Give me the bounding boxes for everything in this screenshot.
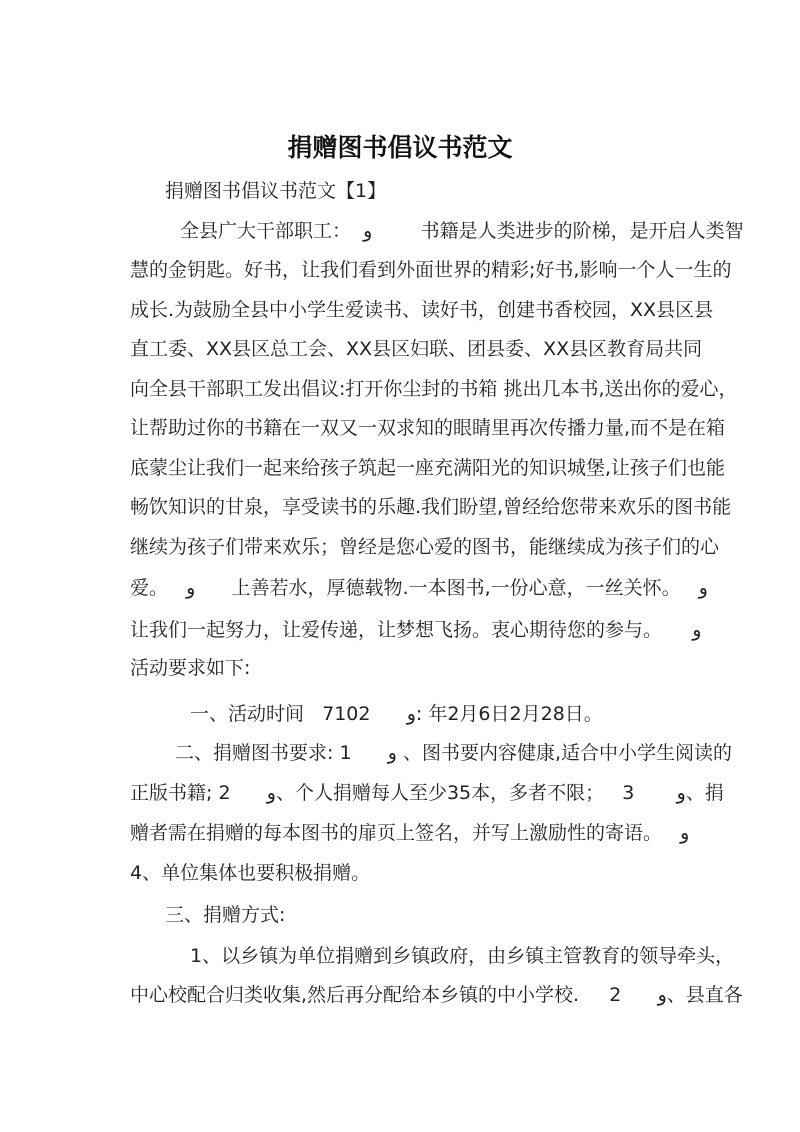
- paragraph-line: 正版书籍; و 2、个人捐赠每人至少35本，多者不限； و 3、捐: [130, 782, 724, 804]
- paragraph-line: 底蒙尘让我们一起来给孩子筑起一座充满阳光的知识城堡,让孩子们也能: [130, 457, 726, 479]
- document-title: 捐赠图书倡议书范文: [287, 133, 513, 162]
- paragraph-line: 中心校配合归类收集,然后再分配给本乡镇的中小学校. و 2、县直各: [130, 984, 743, 1006]
- paragraph-line: 赠者需在捐赠的每本图书的扉页上签名，并写上激励性的寄语。 و: [130, 822, 690, 844]
- paragraph-line: 成长.为鼓励全县中小学生爱读书、读好书，创建书香校园，XX县区县: [130, 299, 714, 321]
- list-item: 二、捐赠图书要求: و 1 、图书要内容健康,适合中小学生阅读的: [175, 742, 733, 764]
- paragraph-line: 1、以乡镇为单位捐赠到乡镇政府，由乡镇主管教育的领导牵头，: [190, 945, 735, 967]
- paragraph-line: 畅饮知识的甘泉，享受读书的乐趣.我们盼望,曾经给您带来欢乐的图书能: [130, 496, 732, 518]
- paragraph-line: 让我们一起努力，让爱传递，让梦想飞扬。衷心期待您的参与。 و: [130, 619, 702, 641]
- section-heading-1: 捐赠图书倡议书范文【1】: [165, 180, 387, 202]
- paragraph-line: 直工委、XX县区总工会、XX县区妇联、团县委、XX县区教育局共同: [130, 338, 703, 360]
- paragraph-line: 活动要求如下:: [130, 657, 251, 679]
- paragraph-line: 向全县干部职工发出倡议:打开你尘封的书箱 挑出几本书,送出你的爱心，: [130, 378, 738, 400]
- paragraph-line: 4、单位集体也要积极捐赠。: [130, 862, 371, 884]
- paragraph-line: 继续为孩子们带来欢乐；曾经是您心爱的图书，能继续成为孩子们的心: [130, 536, 720, 558]
- paragraph-line: 爱。 و 上善若水，厚德载物.一本图书,一份心意，一丝关怀。 و: [130, 577, 708, 599]
- paragraph-line: 慧的金钥匙。好书，让我们看到外面世界的精彩;好书,影响一个人一生的: [130, 259, 732, 281]
- paragraph-line: 全县广大干部职工： و 书籍是人类进步的阶梯，是开启人类智: [180, 220, 744, 242]
- section-heading: 三、捐赠方式:: [165, 904, 286, 926]
- list-item: 一、活动时间 و 7102: 年2月6日2月28日。: [190, 703, 603, 725]
- paragraph-line: 让帮助过你的书籍在一双又一双求知的眼睛里再次传播力量,而不是在箱: [130, 417, 726, 439]
